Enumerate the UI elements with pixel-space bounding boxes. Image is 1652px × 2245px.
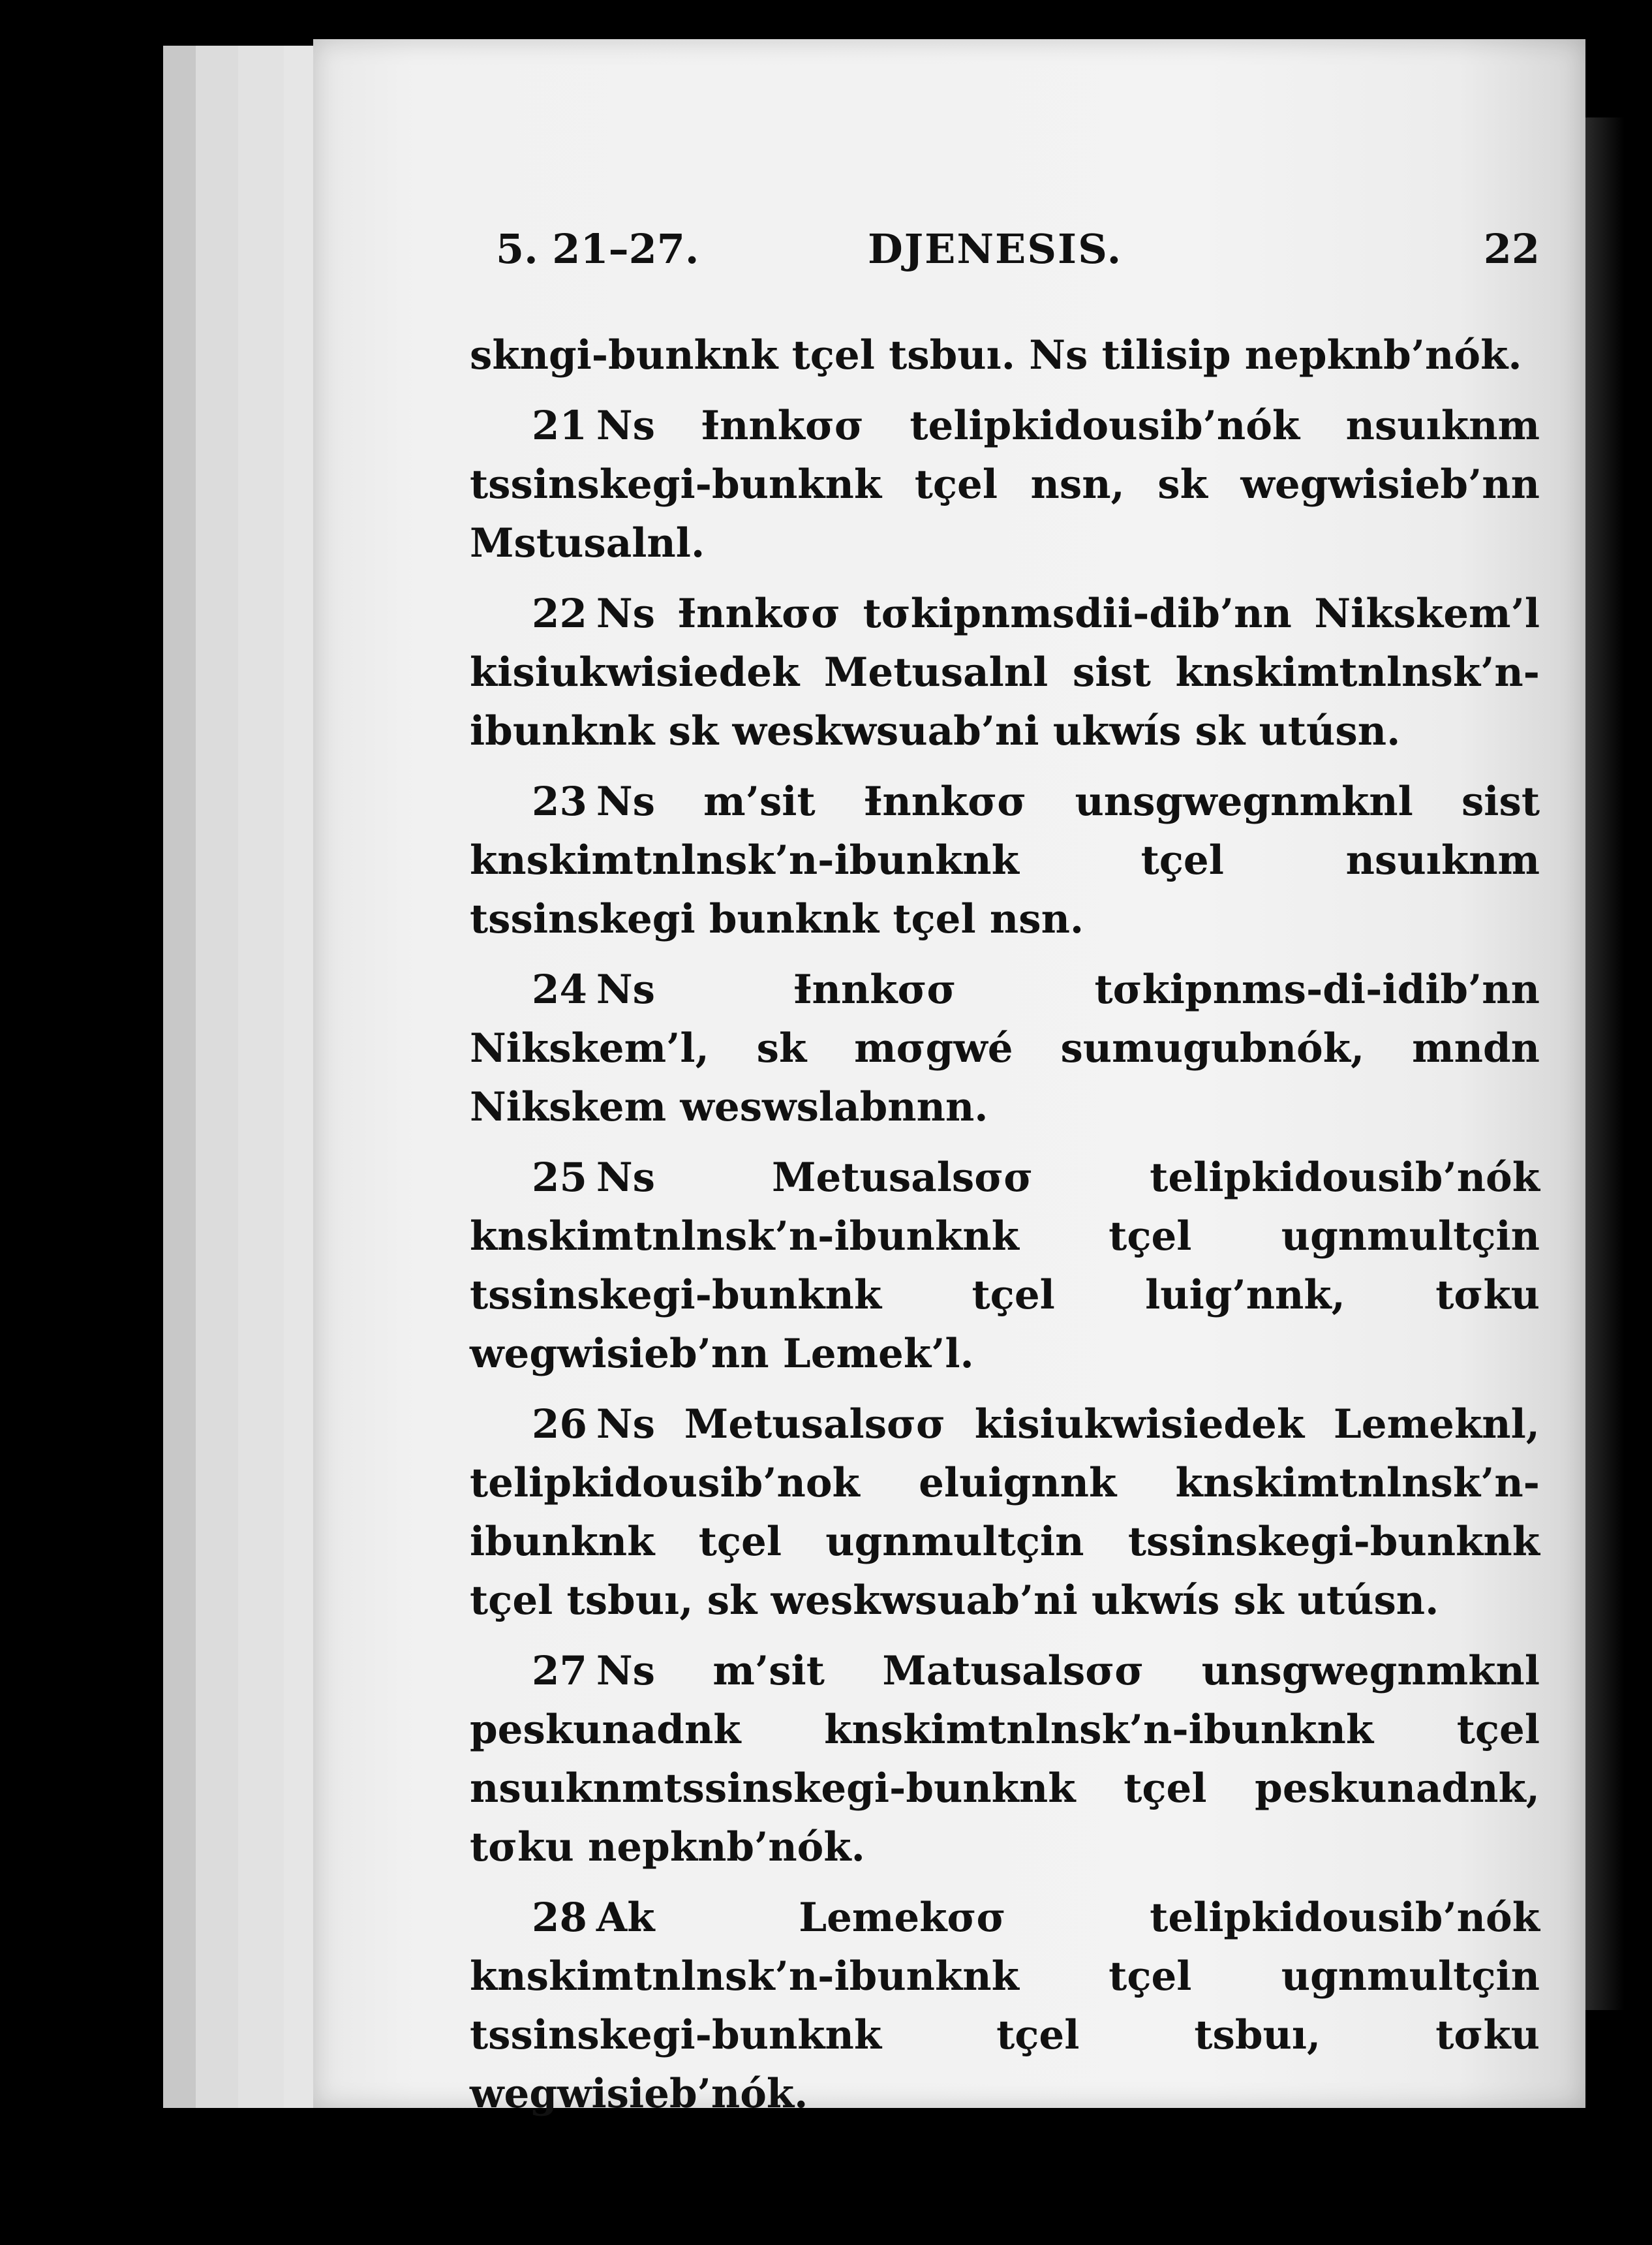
verse-number: 24 bbox=[532, 967, 587, 1013]
paragraph bbox=[470, 1395, 1540, 1630]
verse-text: Ns Ɨnnkσσ tσkipnms-di-idib’nn Nikskem’l, sk mσgwé sumugubnók, mndn Nikskem weswslabnnn. bbox=[470, 967, 1540, 1130]
verse-text: Ns Ɨnnkσσ telipkidousib’nók nsuıknm tssinskegi-bunknk tçel nsn, sk wegwisieb’nn Mstusalnl. bbox=[470, 403, 1540, 566]
book-title: DJENESIS. bbox=[868, 225, 1123, 273]
paragraph bbox=[470, 397, 1540, 573]
verse-number: 27 bbox=[532, 1648, 587, 1694]
paragraph bbox=[470, 1642, 1540, 1877]
paragraph bbox=[470, 585, 1540, 761]
paragraph bbox=[470, 326, 1540, 385]
body-text bbox=[470, 326, 1540, 2135]
page-edge bbox=[238, 46, 289, 2108]
page-shadow bbox=[1585, 117, 1625, 2010]
verse-number: 26 bbox=[532, 1401, 587, 1448]
running-header bbox=[496, 225, 1540, 303]
verse-number: 22 bbox=[532, 591, 587, 637]
verse-number: 23 bbox=[532, 779, 587, 825]
verse-text: Ns Metusalsσσ kisiukwisiedek Lemeknl, telipkidousib’nok eluignnk knskimtnlnsk’n-ibunknk tçel ugnmultçin tssinskegi-bunknk tçel tsbuı, sk weskwsuab’ni ukwís sk utúsn. bbox=[470, 1401, 1540, 1624]
verse-text: skngi-bunknk tçel tsbuı. Ns tilisip nepknb’nók. bbox=[470, 332, 1522, 379]
verse-text: Ns Ɨnnkσσ tσkipnmsdii-dib’nn Nikskem’l kisiukwisiedek Metusalnl sist knskimtnlnsk’n-ibunknk sk weskwsuab’ni ukwís sk utúsn. bbox=[470, 591, 1540, 754]
verse-text: Ns Metusalsσσ telipkidousib’nók knskimtnlnsk’n-ibunknk tçel ugnmultçin tssinskegi-bunknk tçel luig’nnk, tσku wegwisieb’nn Lemek’l. bbox=[470, 1154, 1540, 1377]
paragraph bbox=[470, 961, 1540, 1137]
verse-text: Ns m’sit Ɨnnkσσ unsgwegnmknl sist knskimtnlnsk’n-ibunknk tçel nsuıknm tssinskegi bunknk tçel nsn. bbox=[470, 779, 1540, 942]
paragraph bbox=[470, 1889, 1540, 2124]
verse-text: Ns m’sit Matusalsσσ unsgwegnmknl peskunadnk knskimtnlnsk’n-ibunknk tçel nsuıknmtssinskegi-bunknk tçel peskunadnk, tσku nepknb’nók. bbox=[470, 1648, 1540, 1870]
chapter-reference: 5. 21–27. bbox=[496, 225, 699, 273]
verse-number: 25 bbox=[532, 1154, 587, 1201]
page-edge bbox=[196, 46, 243, 2108]
verse-text: Ak Lemekσσ telipkidousib’nók knskimtnlnsk’n-ibunknk tçel ugnmultçin tssinskegi-bunknk tçel tsbuı, tσku wegwisieb’nók. bbox=[470, 1895, 1540, 2117]
page-number: 22 bbox=[1483, 225, 1540, 273]
paragraph bbox=[470, 1149, 1540, 1384]
verse-number: 21 bbox=[532, 403, 587, 449]
verse-number: 28 bbox=[532, 1895, 587, 1941]
paragraph bbox=[470, 773, 1540, 949]
